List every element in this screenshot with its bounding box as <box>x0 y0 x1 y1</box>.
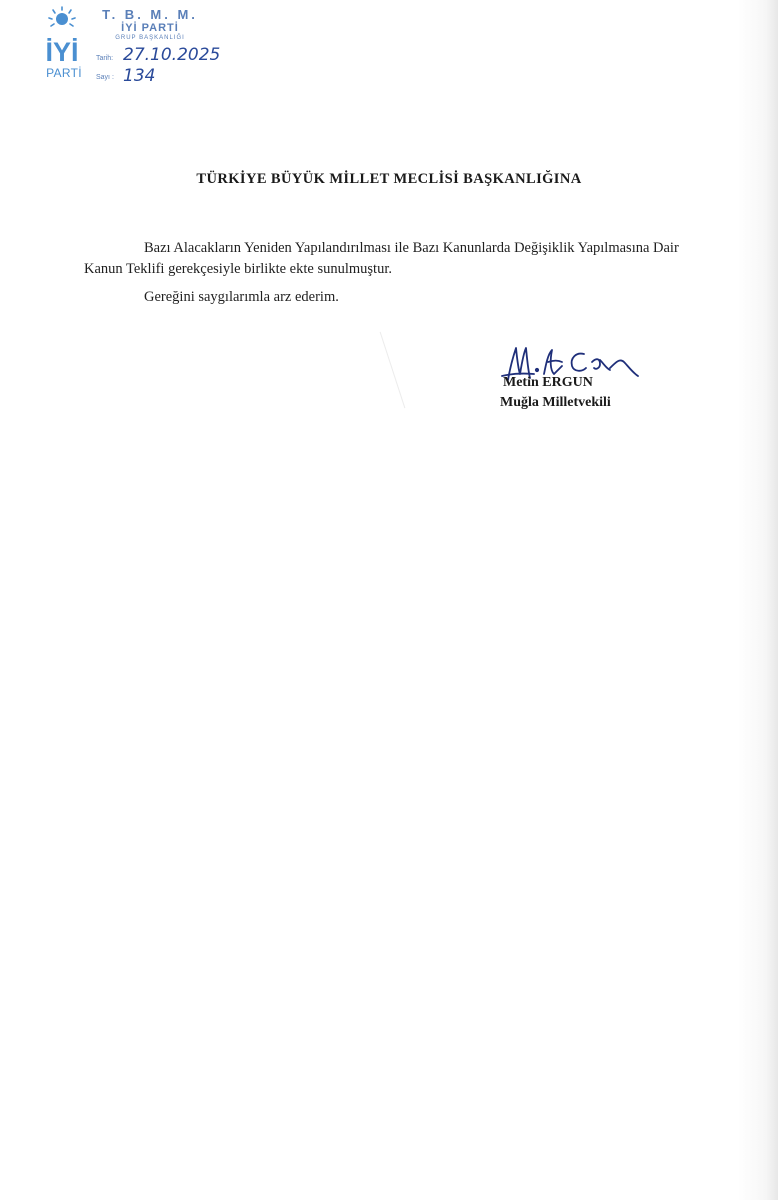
logo-subtext: PARTİ <box>46 66 82 80</box>
received-stamp <box>96 8 204 42</box>
stamp-number-label: Sayı : <box>96 74 114 81</box>
paper-crease <box>380 332 406 408</box>
logo-wordmark: İYİ <box>45 37 79 67</box>
stamp-org-line2: İYİ PARTİ <box>121 22 179 34</box>
stamp-org-line1: T. B. M. M. <box>102 7 198 22</box>
stamp-org-line3: GRUP BAŞKANLIĞI <box>115 35 185 41</box>
signatory-name: Metin ERGUN <box>503 375 593 390</box>
body-paragraph-1: Bazı Alacakların Yeniden Yapılandırılması ile Bazı Kanunlarda Değişiklik Yapılmasına Dair Kanun Teklifi gerekçesiyle birlikte ekte sunulmuştur. <box>84 240 679 277</box>
sun-icon <box>36 6 92 72</box>
signatory-title: Muğla Milletvekili <box>500 395 611 410</box>
stamp-number-value: 134 <box>123 66 156 86</box>
body-paragraph-2: Gereğini saygılarımla arz ederim. <box>144 289 339 305</box>
stamp-date-label: Tarih: <box>96 55 114 62</box>
document-heading: TÜRKİYE BÜYÜK MİLLET MECLİSİ BAŞKANLIĞINA <box>196 171 582 187</box>
stamp-date-value: 27.10.2025 <box>123 45 221 65</box>
